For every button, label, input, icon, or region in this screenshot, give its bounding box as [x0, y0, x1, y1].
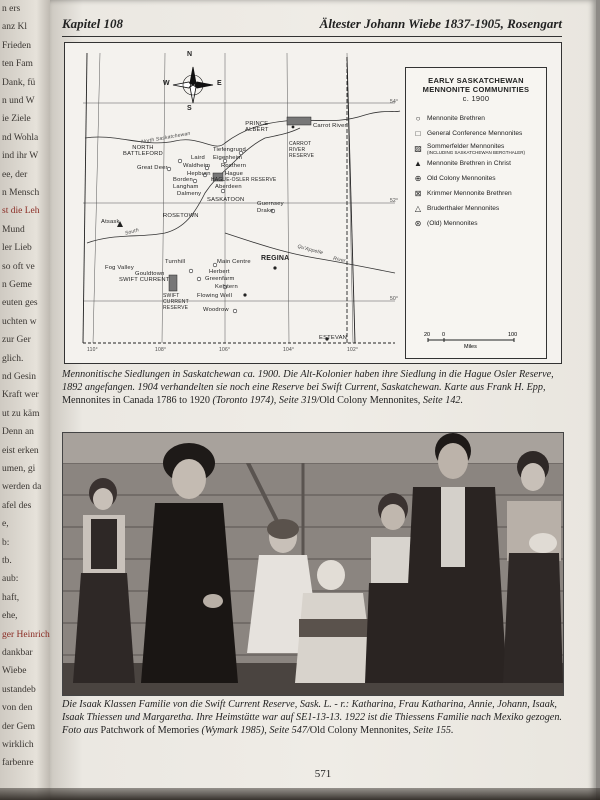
label-waldheim: Waldheim — [183, 163, 211, 169]
running-header — [62, 14, 562, 37]
legend-item — [412, 186, 546, 201]
left-page-fragment: eist erken — [2, 445, 39, 456]
photo-caption-part1: Die Isaak Klassen Familie von die Swift Current Reserve, Sask. L. - r.: Katharina, Frau Katharina, Annie, Johann, Isaak, Isaak Thiessen und Margaretha. Ihre Heimstätte war auf SE1-13-13. 1922 ist die Thiessens Familie nach Mexiko gezogen. Foto aus — [62, 699, 562, 736]
legend-label-text: Mennonite Brethren — [427, 115, 485, 122]
left-page-fragment: ger Heinrich — [2, 629, 50, 640]
map-scale — [424, 332, 524, 352]
legend-label — [427, 115, 485, 122]
scale-c: 100 — [508, 332, 518, 338]
legend-label-text: (Old) Mennonites — [427, 220, 478, 227]
legend-symbol-icon: △ — [414, 204, 422, 213]
left-page-fragment: so oft ve — [2, 261, 35, 272]
page-number: 571 — [314, 768, 332, 780]
legend-item — [412, 141, 546, 156]
lon-110: 110° — [87, 347, 98, 353]
label-laird: Laird — [191, 155, 205, 161]
left-page-fragment: aub: — [2, 574, 19, 585]
left-page-fragment: n ers — [2, 4, 21, 14]
left-page-fragment: tb. — [2, 556, 12, 566]
label-hague: Hague — [225, 171, 244, 177]
legend-label-text: Krimmer Mennonite Brethren — [427, 190, 512, 197]
map-caption-part5: , Seite 142. — [417, 395, 464, 406]
compass-south: S — [187, 105, 192, 112]
legend-label-sub: (INCLUDING SASKATCHEWAN BERGTHALER) — [427, 149, 526, 155]
label-saskatoon: SASKATOON — [207, 197, 245, 203]
scale-b: 0 — [442, 332, 446, 338]
left-page-fragment: ustandeb — [2, 684, 36, 695]
photo-caption-part2: Patchwork of Memories — [100, 725, 202, 736]
legend-label — [427, 190, 512, 197]
label-estevan: ESTEVAN — [319, 335, 348, 341]
left-page-fragment: n Geme — [2, 280, 32, 290]
label-river-word: River — [332, 255, 347, 265]
label-swift-current-reserve: SWIFT CURRENT RESERVE — [163, 293, 189, 311]
left-page-fragment: e, — [2, 519, 9, 530]
legend-label-text: Mennonite Brethren in Christ — [427, 160, 511, 167]
left-page-fragment: ut zu käm — [2, 408, 40, 419]
left-page-fragment: farbenre — [2, 758, 34, 769]
left-page-fragment: wirklich — [2, 740, 34, 750]
compass-north: N — [187, 51, 193, 58]
label-north-battleford: NORTH BATTLEFORD — [123, 145, 163, 157]
lat-54: 54° — [390, 99, 399, 105]
map-legend — [405, 67, 547, 359]
label-dalmeny: Dalmeny — [177, 191, 202, 197]
map-caption — [62, 368, 564, 407]
photo-caption-part5: , Seite 155. — [408, 725, 454, 736]
left-page-fragment: ehe, — [2, 611, 18, 622]
label-regina: REGINA — [261, 255, 290, 262]
left-page-fragment: ie Ziele — [2, 114, 31, 125]
left-page-fragment: afel des — [2, 500, 32, 511]
map-caption-part1: Mennonitische Siedlungen in Saskatchewan ca. 1900. Die Alt-Kolonier haben ihre Siedlung in die Hague Osler Reserve, 1892 angefangen. 1904 verhandelten sie noch eine Reserve bei Swift Current, Saskatchewan. Karte aus Frank H. Epp, — [62, 369, 554, 393]
scale-a: 20 — [424, 332, 431, 338]
label-carrot-river: Carrot River — [313, 123, 347, 129]
left-page-fragment: ten Fam — [2, 59, 33, 70]
label-kelstern: Kelstern — [215, 284, 238, 290]
page-bottom-shadow — [0, 788, 600, 800]
legend-label — [427, 160, 511, 167]
lat-50: 50° — [390, 296, 399, 302]
legend-symbol-icon: □ — [415, 129, 421, 138]
legend-symbol-icon: ▨ — [414, 144, 422, 153]
left-page-fragment: n und W — [2, 96, 35, 106]
left-page-fragment: haft, — [2, 592, 20, 603]
legend-item — [412, 201, 546, 216]
label-turnhill: Turnhill — [165, 259, 186, 265]
legend-label — [427, 130, 522, 137]
legend-label-text: Bruderthaler Mennonites — [427, 205, 500, 212]
legend-label-text: Sommerfelder Mennonites — [427, 142, 505, 150]
family-photograph — [62, 432, 564, 696]
legend-symbol-icon: ○ — [415, 114, 421, 123]
label-river-quappelle: Qu'Appelle — [296, 243, 324, 257]
label-river-south: South — [124, 227, 140, 237]
lat-52: 52° — [390, 198, 399, 204]
left-page-fragment: b: — [2, 537, 10, 548]
lon-108: 108° — [155, 347, 167, 353]
legend-label — [427, 143, 525, 155]
label-main-centre: Main Centre — [217, 259, 251, 265]
label-swift-current: SWIFT CURRENT — [119, 277, 170, 283]
label-aberdeen: Aberdeen — [215, 184, 242, 190]
label-drake: Drake — [257, 208, 274, 214]
legend-item — [412, 156, 546, 171]
legend-symbol-icon: ▲ — [414, 159, 422, 168]
label-greenfarm: Greenfarm — [205, 276, 235, 282]
saskatchewan-map — [64, 42, 562, 364]
label-langham: Langham — [173, 184, 199, 190]
legend-label-text: Old Colony Mennonites — [427, 175, 496, 182]
left-page-fragment: umen, gi — [2, 464, 36, 474]
left-page-fragment: n Mensch — [2, 188, 40, 198]
book-page — [50, 0, 596, 800]
label-rosthern: Rosthern — [221, 163, 247, 169]
legend-label-text: General Conference Mennonites — [427, 130, 523, 137]
label-woodrow: Woodrow — [203, 307, 229, 313]
legend-label — [427, 175, 496, 182]
label-herbert: Herbert — [209, 269, 230, 275]
scale-unit: Miles — [464, 344, 477, 350]
map-caption-part2: Mennonites in Canada 1786 to 1920 — [62, 395, 213, 406]
left-page-fragment: Dank, fü — [2, 77, 36, 88]
label-gouldtown: Gouldtown — [135, 271, 165, 277]
left-page-fragment: werden da — [2, 482, 42, 493]
lon-102: 102° — [347, 347, 359, 353]
legend-item — [412, 111, 546, 126]
label-great-deer: Great Deer — [137, 165, 168, 171]
left-page-fragment: nd Wohla — [2, 132, 39, 143]
left-facing-page — [0, 0, 52, 800]
label-borden: Borden — [173, 177, 193, 183]
label-atsask: Atsask — [101, 219, 120, 225]
legend-title-1: EARLY SASKATCHEWAN — [428, 76, 524, 85]
legend-title-2: MENNONITE COMMUNITIES — [422, 85, 530, 94]
legend-item — [412, 171, 546, 186]
left-page-fragment: Wiebe — [2, 666, 27, 677]
left-page-fragment: Frieden — [2, 40, 32, 51]
label-prince-albert: PRINCE ALBERT — [245, 121, 269, 133]
photo-caption-part4: Old Colony Mennonites — [309, 725, 409, 736]
legend-symbol-icon: ⊕ — [414, 174, 422, 183]
photo-caption — [62, 698, 564, 737]
map-caption-part4: Old Colony Mennonites — [319, 395, 418, 406]
left-page-fragment: uchten w — [2, 316, 37, 327]
left-page-fragment: ler Lieb — [2, 243, 32, 254]
label-hepburn: Hepburn — [187, 171, 211, 177]
legend-symbol-icon: ⊠ — [414, 189, 422, 198]
legend-label — [427, 205, 499, 212]
label-flowing-well: Flowing Well — [197, 293, 233, 299]
left-page-fragment: glich. — [2, 353, 24, 364]
label-tiefengrund: Tiefengrund — [213, 147, 246, 153]
left-page-fragment: ee, der — [2, 169, 28, 180]
left-page-fragment: ind ihr W — [2, 151, 39, 162]
label-hague-osler-reserve: HAGUE-OSLER RESERVE — [211, 177, 277, 183]
left-page-fragment: Kraft wer — [2, 390, 39, 401]
legend-title-3: c. 1900 — [462, 94, 490, 103]
label-fog-valley: Fog Valley — [105, 265, 134, 271]
left-page-fragment: von den — [2, 703, 33, 714]
legend-label — [427, 220, 478, 227]
lon-104: 104° — [283, 347, 295, 353]
map-caption-part3: (Toronto 1974), Seite 319/ — [212, 395, 320, 406]
chapter-label: Kapitel 108 — [62, 16, 124, 31]
left-page-fragment: anz Kl — [2, 22, 28, 33]
photo-drawing — [63, 433, 563, 695]
legend-list — [412, 111, 546, 231]
left-page-fragment: Denn an — [2, 427, 34, 438]
legend-item — [412, 216, 546, 231]
left-page-fragment: der Gem — [2, 721, 35, 732]
left-page-fragment: nd Gesin — [2, 372, 37, 382]
label-eigenheim: Eigenheim — [213, 155, 243, 161]
lon-106: 106° — [219, 347, 231, 353]
left-page-fragment: zur Ger — [2, 335, 31, 346]
legend-symbol-icon: ⊛ — [414, 219, 422, 228]
left-page-fragment: Mund — [2, 224, 25, 235]
chapter-title: Ältester Johann Wiebe 1837-1905, Rosengart — [319, 16, 562, 31]
label-carrot-river-reserve: CARROT RIVER RESERVE — [289, 141, 315, 159]
legend-item — [412, 126, 546, 141]
label-river-north: North Saskatchewan — [140, 130, 191, 146]
compass-west: W — [163, 80, 170, 87]
left-page-fragment: st die Leh — [2, 206, 40, 217]
label-rosetown: ROSETOWN — [163, 213, 199, 219]
compass-east: E — [217, 80, 222, 87]
left-page-fragment: euten ges — [2, 298, 38, 309]
label-guernsey: Guernsey — [257, 201, 284, 207]
left-page-fragment: dankbar — [2, 648, 33, 658]
photo-caption-part3: (Wymark 1985), Seite 547/ — [201, 725, 310, 736]
